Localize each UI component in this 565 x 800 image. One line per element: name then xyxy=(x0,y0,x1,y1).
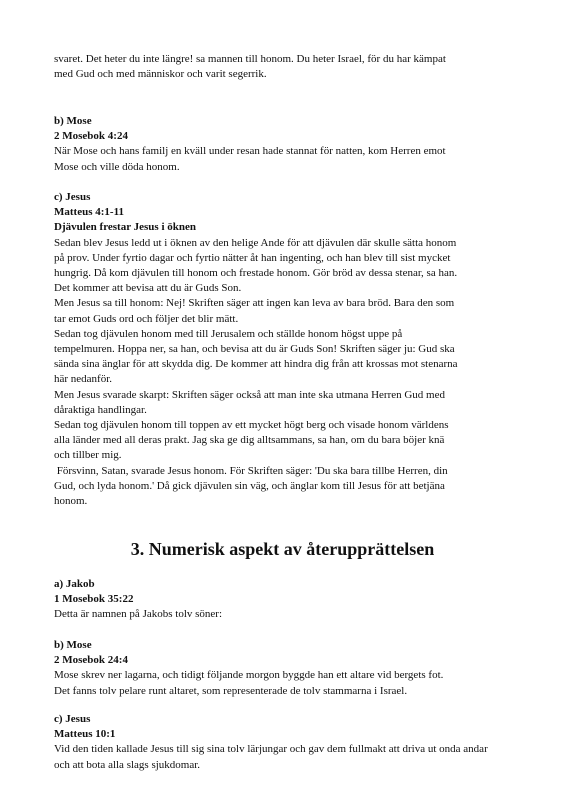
scripture-reference: Matteus 4:1-11 xyxy=(54,206,124,219)
text-line: När Mose och hans familj en kväll under resan hade stannat för natten, kom Herren emot xyxy=(54,145,446,158)
text-line: Det kommer att bevisa att du är Guds Son. xyxy=(54,282,242,295)
chapter-heading: 3. Numerisk aspekt av återupprättelsen xyxy=(130,539,435,559)
scripture-reference: Matteus 10:1 xyxy=(54,728,116,741)
text-line: alla länder med all deras prakt. Jag ska ge dig alltsammans, sa han, om du bara böjer knä xyxy=(54,434,445,447)
scripture-reference: 1 Mosebok 35:22 xyxy=(54,593,134,606)
top-paragraph xyxy=(54,52,514,82)
text-line: dåraktiga handlingar. xyxy=(54,403,147,416)
section-label: b) Mose xyxy=(54,115,92,127)
text-line: Sedan blev Jesus ledd ut i öknen av den helige Ande för att djävulen där skulle sätta honom xyxy=(54,236,457,249)
text-line: Men Jesus sa till honom: Nej! Skriften säger att ingen kan leva av bara bröd. Bara den som xyxy=(54,297,455,310)
text-line: honom. xyxy=(54,495,88,508)
text-line: här nedanför. xyxy=(54,373,113,386)
section-label: b) Mose xyxy=(54,639,92,651)
text-line: tar emot Guds ord och följer det blir mätt. xyxy=(54,312,239,325)
section-label: c) Jesus xyxy=(54,713,91,725)
section-c-jesus-1 xyxy=(54,190,514,509)
text-line: Vid den tiden kallade Jesus till sig sina tolv lärjungar och gav dem fullmakt att driva ut onda andar xyxy=(54,743,488,756)
text-line: svaret. Det heter du inte längre! sa mannen till honom. Du heter Israel, för du har kämpat xyxy=(54,53,446,65)
text-line: och tillber mig. xyxy=(54,449,122,462)
text-line: Detta är namnen på Jakobs tolv söner: xyxy=(54,608,223,621)
text-line: Mose och ville döda honom. xyxy=(54,160,180,173)
section-c-jesus-2 xyxy=(54,712,514,773)
section-a-jakob xyxy=(54,577,514,623)
text-line: Mose skrev ner lagarna, och tidigt följande morgon byggde han ett altare vid bergets fot. xyxy=(54,669,444,682)
section-label: a) Jakob xyxy=(54,578,95,590)
text-line: Sedan tog djävulen honom till toppen av ett mycket högt berg och visade honom världens xyxy=(54,419,449,432)
scripture-reference: 2 Mosebok 4:24 xyxy=(54,130,128,143)
text-line: Gud, och lyda honom.' Då gick djävulen sin väg, och änglar kom till Jesus för att betjäna xyxy=(54,479,445,492)
text-line: Det fanns tolv pelare runt altaret, som representerade de tolv stammarna i Israel. xyxy=(54,684,408,697)
text-line: på prov. Under fyrtio dagar och fyrtio nätter åt han ingenting, och han blev till sist mycket xyxy=(54,251,451,264)
section-b-mose-1 xyxy=(54,114,514,175)
text-line: Försvinn, Satan, svarade Jesus honom. För Skriften säger: 'Du ska bara tillbe Herren, din xyxy=(54,464,448,477)
text-line: Sedan tog djävulen honom med till Jerusalem och ställde honom högst uppe på xyxy=(54,327,403,340)
section-subtitle: Djävulen frestar Jesus i öknen xyxy=(54,221,196,234)
text-line: och att bota alla slags sjukdomar. xyxy=(54,758,201,771)
text-line: sända sina änglar för att skydda dig. De kommer att hindra dig från att krossas mot stenarna xyxy=(54,358,458,371)
text-line: Men Jesus svarade skarpt: Skriften säger också att man inte ska utmana Herren Gud med xyxy=(54,388,445,401)
section-b-mose-2 xyxy=(54,638,514,699)
section-label: c) Jesus xyxy=(54,191,91,203)
text-line: tempelmuren. Hoppa ner, sa han, och bevisa att du är Guds Son! Skriften säger ju: Gud ska xyxy=(54,343,455,356)
text-line: med Gud och med människor och varit segerrik. xyxy=(54,68,267,81)
text-line: hungrig. Då kom djävulen till honom och frestade honom. Gör bröd av dessa stenar, sa han. xyxy=(54,267,458,280)
scripture-reference: 2 Mosebok 24:4 xyxy=(54,654,128,667)
